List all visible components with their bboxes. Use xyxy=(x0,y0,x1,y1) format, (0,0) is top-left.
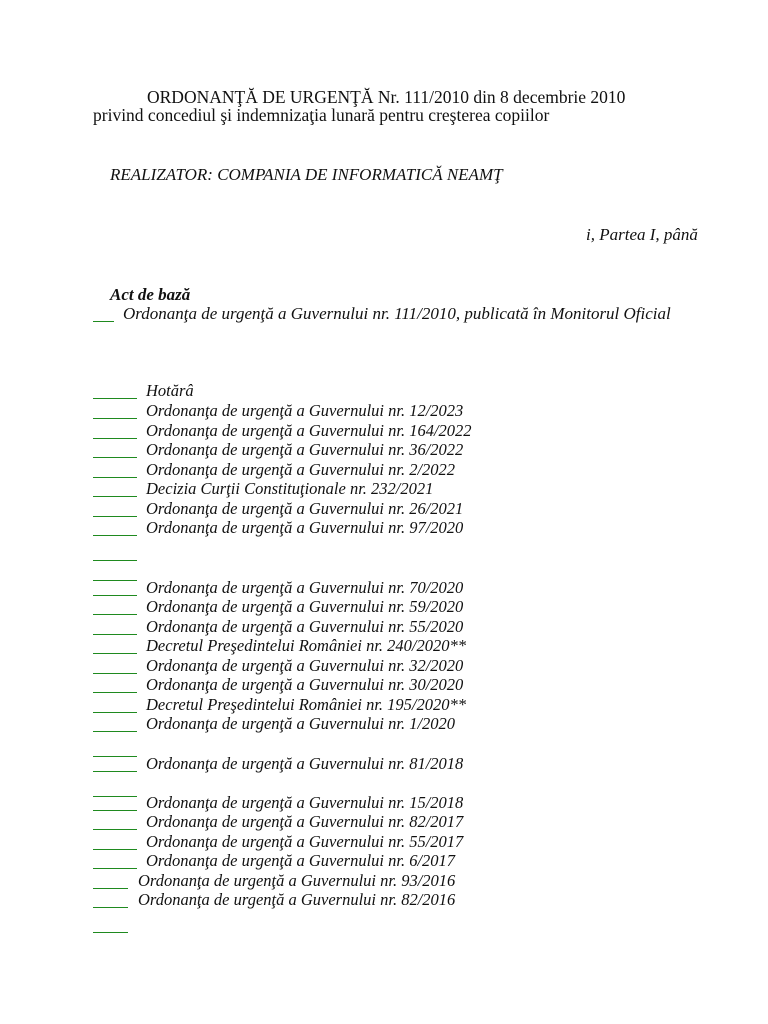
modification-link[interactable] xyxy=(93,813,137,830)
modification-link[interactable] xyxy=(93,579,137,596)
document-title: ORDONANŢĂ DE URGENŢĂ Nr. 111/2010 din 8 decembrie 2010 xyxy=(147,87,626,107)
modification-text: Ordonanţa de urgenţă a Guvernului nr. 82/2017 xyxy=(146,812,464,831)
modification-row xyxy=(93,695,466,714)
modification-link[interactable] xyxy=(93,852,137,869)
modification-row xyxy=(93,578,463,597)
modification-row xyxy=(93,401,463,420)
modification-row xyxy=(93,479,433,498)
modification-text: Ordonanţa de urgenţă a Guvernului nr. 81/2018 xyxy=(146,754,464,773)
modification-text: Ordonanţa de urgenţă a Guvernului nr. 32/2020 xyxy=(146,656,464,675)
modification-link[interactable] xyxy=(93,794,137,811)
modification-text: Ordonanţa de urgenţă a Guvernului nr. 6/2017 xyxy=(146,851,456,870)
modification-text: Ordonanţa de urgenţă a Guvernului nr. 55/2017 xyxy=(146,832,464,851)
modification-row xyxy=(93,714,455,733)
act-de-baza-text: Ordonanţa de urgenţă a Guvernului nr. 111/2010, publicată în Monitorul Oficial xyxy=(123,304,671,323)
modification-link[interactable] xyxy=(93,519,137,536)
modification-text: Ordonanţa de urgenţă a Guvernului nr. 55/2020 xyxy=(146,617,464,636)
modification-text: Hotărâ xyxy=(146,381,194,400)
modification-link[interactable] xyxy=(93,657,137,674)
modification-link[interactable] xyxy=(93,916,128,933)
modification-row xyxy=(93,499,463,518)
modification-text: Ordonanţa de urgenţă a Guvernului nr. 30/2020 xyxy=(146,675,464,694)
modification-text: Ordonanţa de urgenţă a Guvernului nr. 15/2018 xyxy=(146,793,464,812)
modification-text: Ordonanţa de urgenţă a Guvernului nr. 59/2020 xyxy=(146,597,464,616)
act-de-baza-link[interactable] xyxy=(93,305,114,322)
modification-text: Ordonanţa de urgenţă a Guvernului nr. 1/2020 xyxy=(146,714,456,733)
modification-row xyxy=(93,832,463,851)
act-de-baza-heading: Act de bază xyxy=(110,285,191,304)
modification-link[interactable] xyxy=(93,833,137,850)
modification-text: Decizia Curţii Constituţionale nr. 232/2021 xyxy=(146,479,434,498)
modification-link[interactable] xyxy=(93,872,128,889)
act-de-baza-row xyxy=(93,304,671,323)
modification-text: Ordonanţa de urgenţă a Guvernului nr. 70/2020 xyxy=(146,578,464,597)
modification-row xyxy=(93,636,466,655)
modification-text: Ordonanţa de urgenţă a Guvernului nr. 12/2023 xyxy=(146,401,464,420)
modification-link[interactable] xyxy=(93,637,137,654)
modification-link[interactable] xyxy=(93,618,137,635)
modification-link[interactable] xyxy=(93,382,137,399)
modification-row xyxy=(93,381,194,400)
modification-row xyxy=(93,915,138,934)
modification-row xyxy=(93,812,463,831)
realizator-line: REALIZATOR: COMPANIA DE INFORMATICĂ NEAMŢ xyxy=(110,165,503,184)
modification-row xyxy=(93,656,463,675)
modification-text: Ordonanţa de urgenţă a Guvernului nr. 97/2020 xyxy=(146,518,464,537)
modification-row xyxy=(93,851,455,870)
document-subtitle: privind concediul şi indemnizaţia lunară pentru creşterea copiilor xyxy=(93,105,550,125)
modification-row xyxy=(93,793,463,812)
modification-row xyxy=(93,421,472,440)
modification-row xyxy=(93,871,455,890)
modification-link[interactable] xyxy=(93,715,137,732)
modification-text: Ordonanţa de urgenţă a Guvernului nr. 82/2016 xyxy=(138,890,456,909)
modification-row xyxy=(93,518,463,537)
modification-link[interactable] xyxy=(93,422,137,439)
modification-row xyxy=(93,617,463,636)
modification-text: Ordonanţa de urgenţă a Guvernului nr. 36/2022 xyxy=(146,440,464,459)
modification-text: Ordonanţa de urgenţă a Guvernului nr. 164/2022 xyxy=(146,421,472,440)
modification-row xyxy=(93,440,463,459)
modification-text: Decretul Preşedintelui României nr. 240/2020** xyxy=(146,636,467,655)
modification-link[interactable] xyxy=(93,696,137,713)
modification-text: Ordonanţa de urgenţă a Guvernului nr. 93/2016 xyxy=(138,871,456,890)
modification-row xyxy=(93,675,463,694)
modification-link[interactable] xyxy=(93,544,137,561)
modification-row xyxy=(93,890,455,909)
partea-fragment: i, Partea I, până xyxy=(586,225,698,244)
modification-row xyxy=(93,460,455,479)
modification-text: Ordonanţa de urgenţă a Guvernului nr. 26/2021 xyxy=(146,499,464,518)
modification-link[interactable] xyxy=(93,500,137,517)
modification-row xyxy=(93,543,146,562)
modification-link[interactable] xyxy=(93,441,137,458)
modification-link[interactable] xyxy=(93,676,137,693)
modification-row xyxy=(93,754,463,773)
modification-link[interactable] xyxy=(93,755,137,772)
modification-link[interactable] xyxy=(93,461,137,478)
modification-link[interactable] xyxy=(93,480,137,497)
modification-link[interactable] xyxy=(93,402,137,419)
modification-link[interactable] xyxy=(93,598,137,615)
modification-text: Decretul Preşedintelui României nr. 195/2020** xyxy=(146,695,467,714)
modification-link[interactable] xyxy=(93,891,128,908)
modification-row xyxy=(93,597,463,616)
modification-text: Ordonanţa de urgenţă a Guvernului nr. 2/2022 xyxy=(146,460,456,479)
